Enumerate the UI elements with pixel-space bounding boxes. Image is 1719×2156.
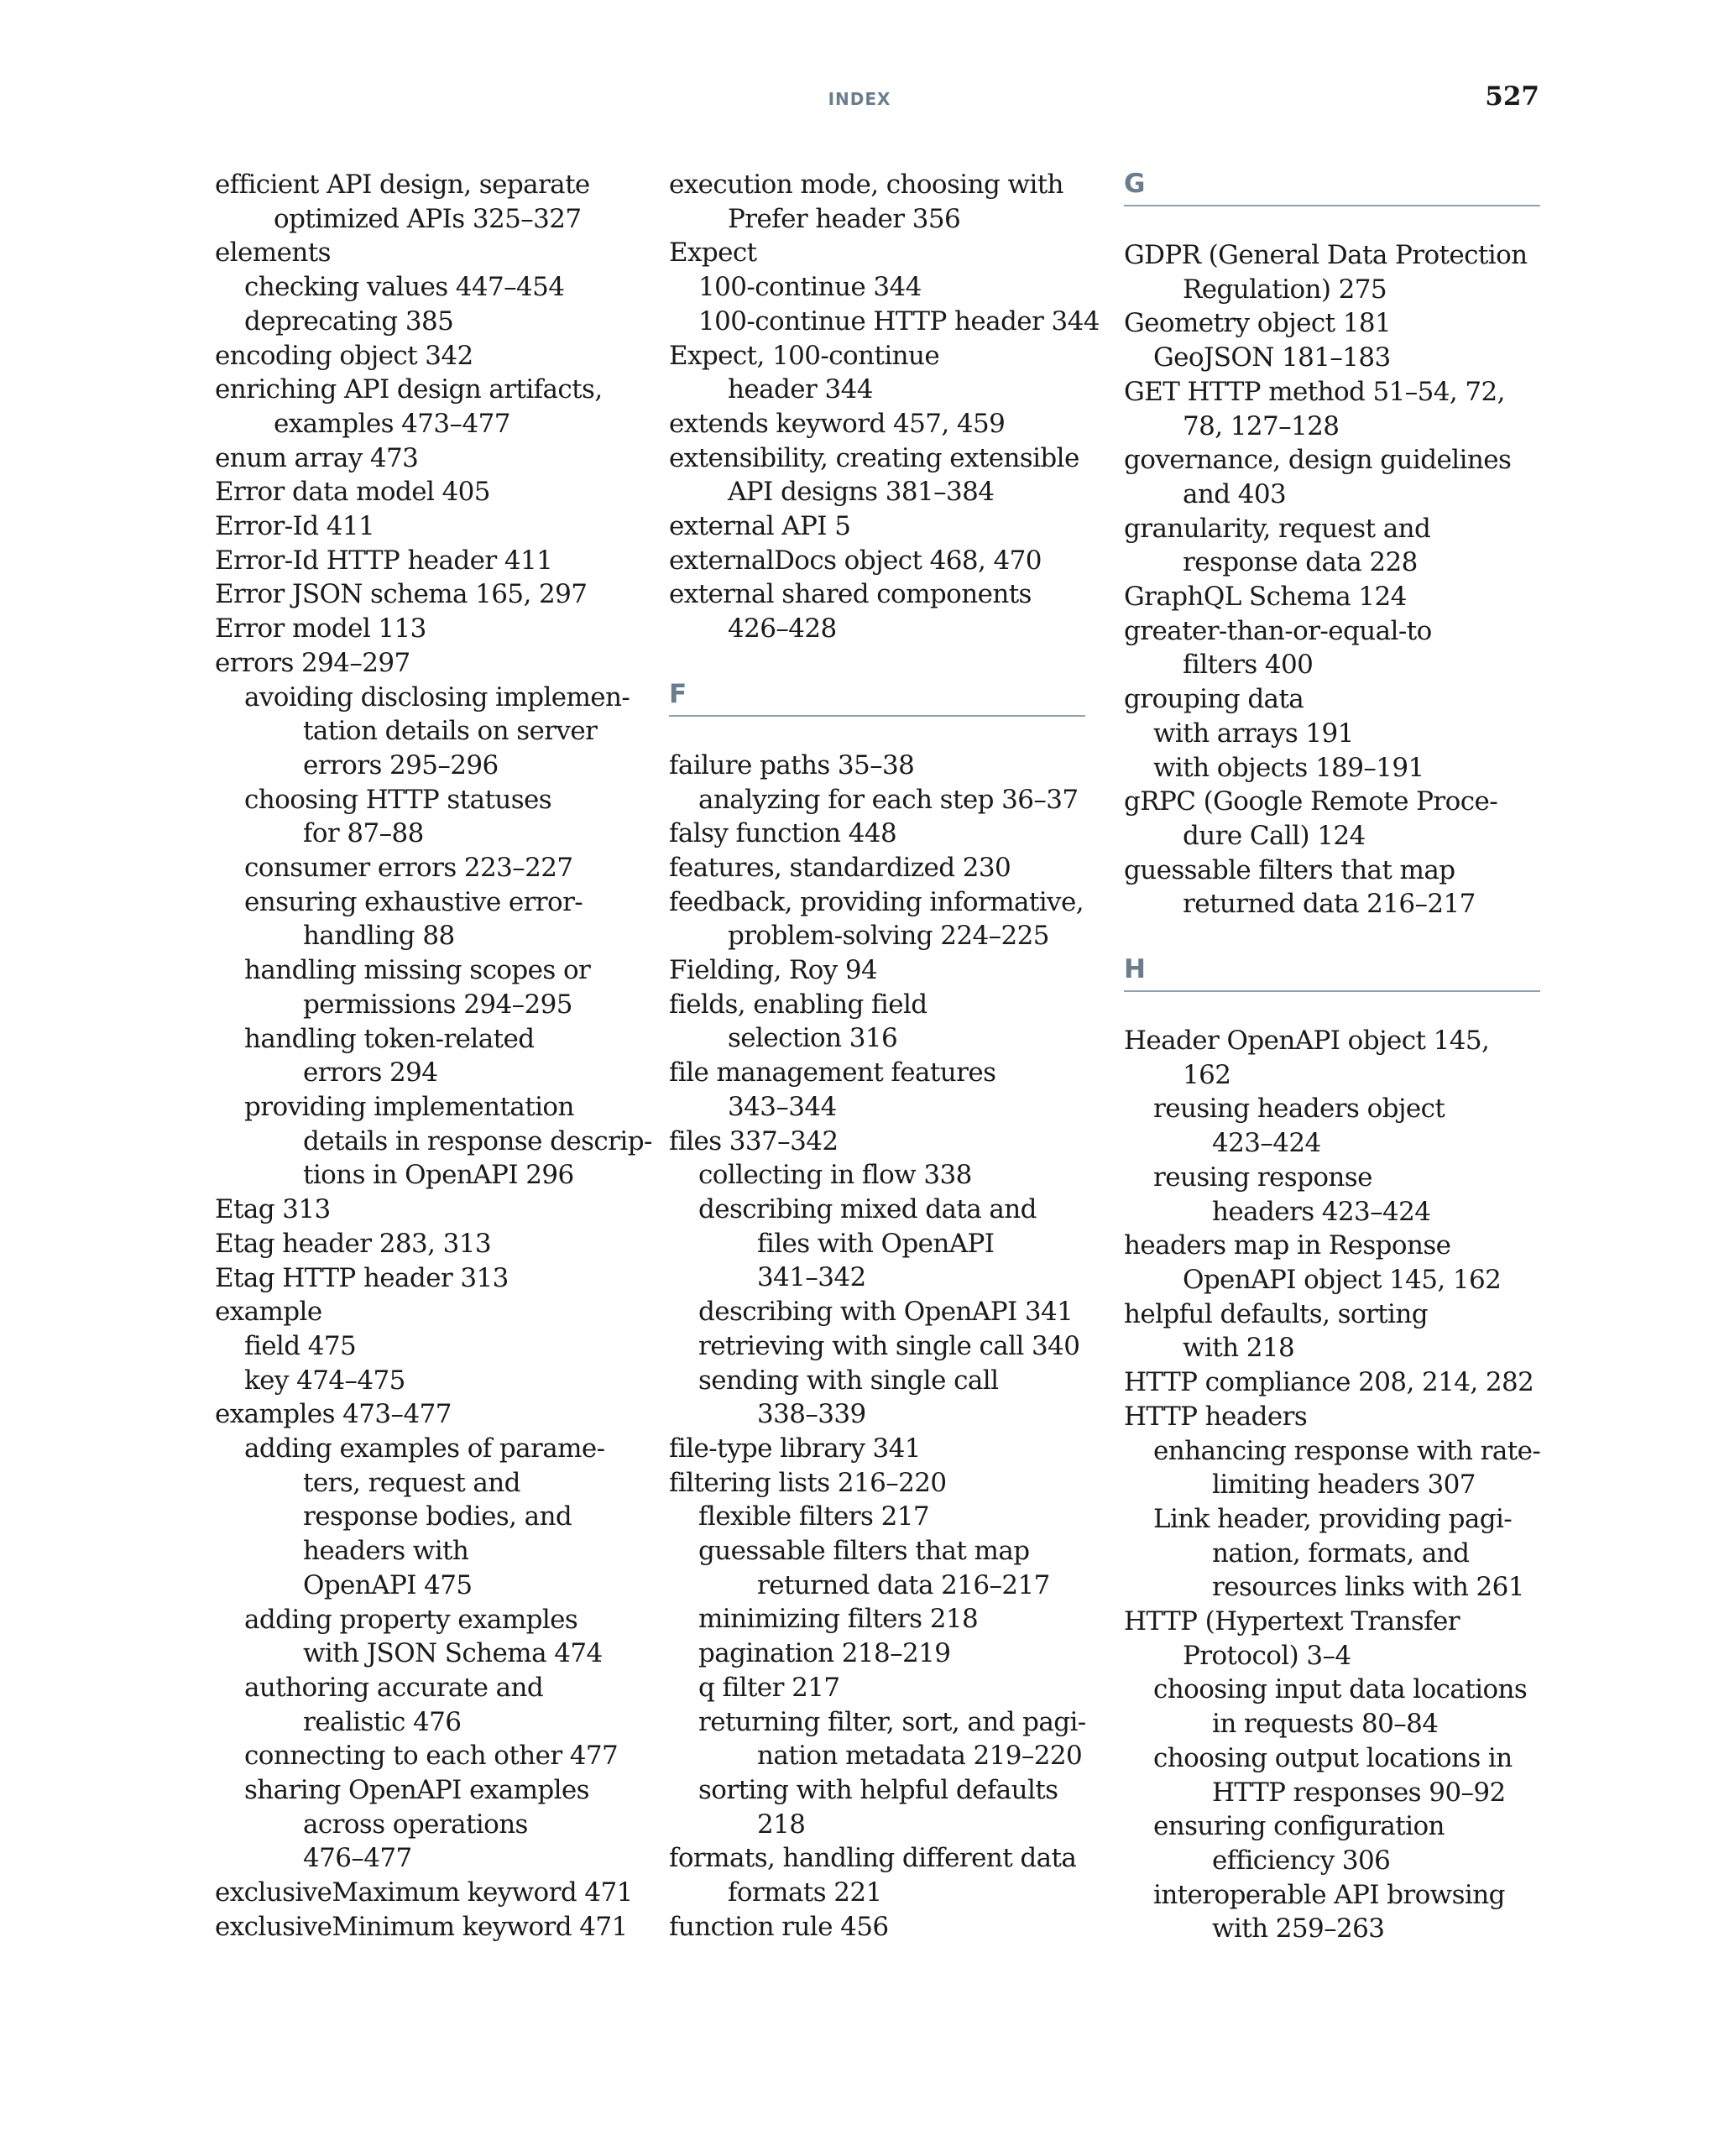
index-entry bbox=[669, 1534, 1105, 1602]
index-main-entry: external API 5 bbox=[669, 511, 851, 542]
index-entry bbox=[669, 236, 1105, 270]
index-entry-continuation: 338–339 bbox=[757, 1399, 866, 1430]
index-subentry: handling missing scopes or bbox=[244, 955, 591, 986]
index-entry-continuation: headers with bbox=[303, 1536, 469, 1567]
index-subentry: minimizing filters 218 bbox=[698, 1604, 979, 1635]
index-main-entry: GDPR (General Data Protection bbox=[1124, 240, 1528, 270]
index-entry-continuation: 218 bbox=[757, 1809, 806, 1840]
index-main-entry: helpful defaults, sorting bbox=[1124, 1298, 1428, 1329]
index-column-3 bbox=[1124, 168, 1560, 1946]
index-subentry: describing mixed data and bbox=[698, 1193, 1037, 1224]
index-subentry: sending with single call bbox=[698, 1365, 999, 1396]
index-main-entry: Etag header 283, 313 bbox=[215, 1228, 491, 1259]
index-entry bbox=[215, 1329, 651, 1364]
index-subentry: retrieving with single call 340 bbox=[698, 1330, 1080, 1361]
index-main-entry: Error-Id 411 bbox=[215, 511, 375, 542]
index-entry bbox=[1124, 717, 1560, 751]
index-entry bbox=[215, 339, 651, 373]
index-main-entry: failure paths 35–38 bbox=[669, 749, 915, 780]
index-main-entry: HTTP (Hypertext Transfer bbox=[1124, 1606, 1460, 1637]
index-main-entry: granularity, request and bbox=[1124, 513, 1431, 544]
index-entry-continuation: details in response descrip- bbox=[303, 1125, 652, 1156]
index-entry-continuation: ters, request and bbox=[303, 1467, 520, 1498]
index-entry bbox=[1124, 751, 1560, 786]
index-main-entry: governance, design guidelines bbox=[1124, 445, 1512, 476]
index-main-entry: extensibility, creating extensible bbox=[669, 442, 1079, 473]
index-subentry: analyzing for each step 36–37 bbox=[698, 784, 1079, 815]
index-main-entry: Error model 113 bbox=[215, 613, 426, 645]
index-subentry: sharing OpenAPI examples bbox=[244, 1775, 589, 1806]
index-entry bbox=[1124, 1502, 1560, 1605]
index-entry-continuation: Protocol) 3–4 bbox=[1183, 1640, 1351, 1671]
index-entry-continuation: Prefer header 356 bbox=[728, 203, 961, 234]
index-main-entry: greater-than-or-equal-to bbox=[1124, 615, 1432, 646]
section-letter-heading: H bbox=[1124, 953, 1540, 992]
index-main-entry: example bbox=[215, 1297, 322, 1328]
index-entry-continuation: API designs 381–384 bbox=[728, 477, 995, 508]
index-entry bbox=[215, 1432, 651, 1603]
index-entry bbox=[1124, 1092, 1560, 1160]
index-entry bbox=[669, 1910, 1105, 1945]
index-main-entry: execution mode, choosing with bbox=[669, 170, 1063, 200]
index-entry bbox=[669, 339, 1105, 407]
index-subentry: with objects 189–191 bbox=[1153, 752, 1424, 783]
index-main-entry: encoding object 342 bbox=[215, 340, 473, 371]
section-letter-heading: F bbox=[669, 678, 1085, 717]
index-main-entry: headers map in Response bbox=[1124, 1230, 1451, 1261]
index-entry-continuation: formats 221 bbox=[728, 1877, 882, 1908]
index-subentry: returning filter, sort, and pagi- bbox=[698, 1706, 1086, 1737]
index-entry-continuation: tions in OpenAPI 296 bbox=[303, 1160, 574, 1191]
index-entry-continuation: selection 316 bbox=[728, 1023, 898, 1054]
index-entry-continuation: response data 228 bbox=[1183, 547, 1418, 578]
index-main-entry: Error JSON schema 165, 297 bbox=[215, 579, 588, 610]
index-entry-continuation: 78, 127–128 bbox=[1183, 410, 1340, 441]
index-main-entry: GraphQL Schema 124 bbox=[1124, 582, 1407, 613]
index-subentry: avoiding disclosing implemen- bbox=[244, 681, 630, 713]
index-main-entry: enum array 473 bbox=[215, 442, 419, 473]
index-entry bbox=[1124, 1229, 1560, 1297]
index-main-entry: examples 473–477 bbox=[215, 1399, 452, 1430]
index-entry-continuation: errors 294 bbox=[303, 1057, 438, 1088]
index-entry bbox=[669, 441, 1105, 509]
index-entry-continuation: nation, formats, and bbox=[1212, 1537, 1470, 1569]
index-main-entry: file-type library 341 bbox=[669, 1433, 921, 1464]
index-subentry: 100-continue HTTP header 344 bbox=[698, 305, 1100, 337]
index-entry bbox=[669, 1602, 1105, 1637]
index-column-2 bbox=[669, 168, 1105, 1944]
index-entry bbox=[215, 851, 651, 885]
index-entry-continuation: with 259–263 bbox=[1212, 1913, 1385, 1945]
index-entry-continuation: 343–344 bbox=[728, 1091, 837, 1122]
index-entry bbox=[1124, 682, 1560, 717]
index-entry bbox=[215, 544, 651, 578]
index-entry bbox=[669, 1432, 1105, 1466]
index-entry bbox=[215, 1090, 651, 1193]
index-subentry: interoperable API browsing bbox=[1153, 1879, 1505, 1910]
index-main-entry: falsy function 448 bbox=[669, 818, 897, 849]
index-entry bbox=[669, 1773, 1105, 1841]
index-entry bbox=[215, 1364, 651, 1398]
index-entry bbox=[1124, 1297, 1560, 1365]
index-entry bbox=[669, 1125, 1105, 1159]
index-entry bbox=[669, 1193, 1105, 1295]
index-entry-continuation: and 403 bbox=[1183, 478, 1287, 509]
index-entry bbox=[215, 305, 651, 339]
index-main-entry: GET HTTP method 51–54, 72, bbox=[1124, 376, 1505, 407]
index-entry bbox=[669, 270, 1105, 305]
index-main-entry: guessable filters that map bbox=[1124, 854, 1455, 885]
index-main-entry: fields, enabling field bbox=[669, 989, 927, 1020]
index-entry bbox=[669, 509, 1105, 544]
index-entry-continuation: tation details on server bbox=[303, 716, 598, 747]
index-entry bbox=[1124, 1878, 1560, 1946]
index-entry-continuation: 341–342 bbox=[757, 1262, 866, 1293]
index-entry bbox=[1124, 1605, 1560, 1673]
index-entry bbox=[215, 1227, 651, 1261]
index-entry bbox=[215, 577, 651, 612]
index-main-entry: Fielding, Roy 94 bbox=[669, 955, 878, 986]
index-entry bbox=[669, 1637, 1105, 1671]
running-head: INDEX bbox=[828, 89, 891, 109]
index-entry bbox=[215, 1397, 651, 1432]
index-subentry: GeoJSON 181–183 bbox=[1153, 342, 1391, 373]
index-entry bbox=[669, 407, 1105, 441]
index-subentry: authoring accurate and bbox=[244, 1672, 544, 1703]
index-entry-continuation: dure Call) 124 bbox=[1183, 820, 1366, 851]
index-entry bbox=[1124, 854, 1560, 921]
index-entry-continuation: problem-solving 224–225 bbox=[728, 921, 1049, 952]
index-entry-continuation: files with OpenAPI bbox=[757, 1228, 995, 1259]
index-entry bbox=[215, 1910, 651, 1945]
index-subentry: sorting with helpful defaults bbox=[698, 1774, 1058, 1805]
index-main-entry: gRPC (Google Remote Proce- bbox=[1124, 786, 1498, 817]
section-gap bbox=[669, 646, 1105, 678]
index-main-entry: Error-Id HTTP header 411 bbox=[215, 545, 553, 576]
index-subentry: checking values 447–454 bbox=[244, 272, 565, 303]
index-entry bbox=[1124, 580, 1560, 614]
index-entry-continuation: limiting headers 307 bbox=[1212, 1470, 1476, 1501]
index-subentry: reusing response bbox=[1153, 1162, 1372, 1193]
index-subentry: deprecating 385 bbox=[244, 305, 454, 337]
index-main-entry: function rule 456 bbox=[669, 1911, 889, 1942]
index-entry bbox=[215, 236, 651, 270]
index-entry bbox=[669, 988, 1105, 1056]
index-main-entry: Etag HTTP header 313 bbox=[215, 1262, 509, 1293]
index-entry bbox=[215, 475, 651, 509]
index-entry-continuation: optimized APIs 325–327 bbox=[274, 203, 582, 234]
index-subentry: choosing output locations in bbox=[1153, 1742, 1513, 1773]
index-entry-continuation: examples 473–477 bbox=[274, 408, 510, 439]
index-entry bbox=[215, 270, 651, 305]
index-entry bbox=[669, 885, 1105, 953]
index-entry-continuation: returned data 216–217 bbox=[757, 1569, 1050, 1600]
index-entry bbox=[1124, 238, 1560, 306]
index-entry bbox=[215, 783, 651, 851]
index-column-1 bbox=[215, 168, 651, 1945]
index-main-entry: externalDocs object 468, 470 bbox=[669, 545, 1042, 576]
index-entry-continuation: with 218 bbox=[1183, 1333, 1295, 1364]
index-main-entry: Header OpenAPI object 145, bbox=[1124, 1026, 1490, 1057]
index-entry-continuation: handling 88 bbox=[303, 921, 455, 952]
index-entry-continuation: header 344 bbox=[728, 374, 873, 405]
index-entry bbox=[215, 1739, 651, 1773]
index-subentry: consumer errors 223–227 bbox=[244, 853, 573, 884]
index-subentry: pagination 218–219 bbox=[698, 1638, 951, 1669]
index-entry bbox=[215, 1603, 651, 1671]
index-subentry: ensuring configuration bbox=[1153, 1811, 1445, 1842]
index-entry-continuation: Regulation) 275 bbox=[1183, 274, 1387, 305]
index-entry bbox=[215, 1876, 651, 1910]
index-main-entry: Error data model 405 bbox=[215, 477, 490, 508]
index-entry-continuation: errors 295–296 bbox=[303, 749, 499, 780]
index-entry-continuation: permissions 294–295 bbox=[303, 989, 572, 1020]
index-entry bbox=[1124, 1161, 1560, 1229]
index-entry bbox=[215, 612, 651, 646]
index-entry bbox=[215, 885, 651, 953]
index-entry-continuation: 162 bbox=[1183, 1059, 1231, 1090]
index-entry-continuation: with JSON Schema 474 bbox=[303, 1638, 603, 1669]
index-main-entry: Expect, 100-continue bbox=[669, 340, 940, 371]
index-entry bbox=[1124, 1400, 1560, 1434]
index-main-entry: features, standardized 230 bbox=[669, 852, 1011, 883]
index-main-entry: efficient API design, separate bbox=[215, 170, 590, 200]
index-subentry: handling token-related bbox=[244, 1023, 535, 1054]
index-entry bbox=[669, 1329, 1105, 1364]
index-entry bbox=[669, 1466, 1105, 1501]
index-subentry: key 474–475 bbox=[244, 1365, 405, 1396]
index-subentry: describing with OpenAPI 341 bbox=[698, 1297, 1074, 1328]
index-main-entry: grouping data bbox=[1124, 684, 1304, 715]
index-main-entry: exclusiveMinimum keyword 471 bbox=[215, 1911, 628, 1942]
index-entry-continuation: for 87–88 bbox=[303, 818, 424, 849]
index-main-entry: Etag 313 bbox=[215, 1194, 331, 1225]
index-entry bbox=[669, 544, 1105, 578]
index-entry-continuation: HTTP responses 90–92 bbox=[1212, 1777, 1506, 1808]
index-main-entry: external shared components bbox=[669, 579, 1032, 610]
index-entry-continuation: realistic 476 bbox=[303, 1706, 462, 1737]
index-subentry: adding property examples bbox=[244, 1604, 578, 1635]
index-entry bbox=[1124, 375, 1560, 443]
index-entry bbox=[1124, 512, 1560, 580]
index-main-entry: Expect bbox=[669, 238, 757, 269]
index-main-entry: HTTP compliance 208, 214, 282 bbox=[1124, 1367, 1534, 1398]
index-entry bbox=[215, 1022, 651, 1090]
index-main-entry: formats, handling different data bbox=[669, 1843, 1077, 1874]
index-main-entry: filtering lists 216–220 bbox=[669, 1467, 947, 1498]
index-entry-continuation: 476–477 bbox=[303, 1843, 412, 1874]
index-entry bbox=[215, 373, 651, 441]
index-subentry: choosing HTTP statuses bbox=[244, 784, 552, 815]
index-entry bbox=[215, 509, 651, 544]
index-entry-continuation: headers 423–424 bbox=[1212, 1196, 1431, 1227]
index-entry bbox=[215, 1193, 651, 1227]
index-entry bbox=[1124, 443, 1560, 511]
index-entry-continuation: filters 400 bbox=[1183, 650, 1314, 681]
index-main-entry: enriching API design artifacts, bbox=[215, 374, 603, 405]
index-main-entry: errors 294–297 bbox=[215, 647, 410, 678]
index-main-entry: feedback, providing informative, bbox=[669, 886, 1084, 917]
index-entry bbox=[1124, 1434, 1560, 1502]
index-main-entry: extends keyword 457, 459 bbox=[669, 408, 1006, 439]
index-main-entry: files 337–342 bbox=[669, 1125, 839, 1156]
index-entry bbox=[1124, 1673, 1560, 1741]
index-main-entry: HTTP headers bbox=[1124, 1401, 1308, 1432]
index-entry bbox=[215, 1671, 651, 1739]
index-subentry: with arrays 191 bbox=[1153, 718, 1354, 749]
index-entry-continuation: nation metadata 219–220 bbox=[757, 1741, 1083, 1772]
index-entry bbox=[669, 305, 1105, 339]
index-entry bbox=[215, 1261, 651, 1296]
index-entry bbox=[1124, 1809, 1560, 1877]
index-entry bbox=[215, 646, 651, 681]
index-entry bbox=[669, 577, 1105, 645]
index-entry-continuation: 423–424 bbox=[1212, 1128, 1321, 1159]
index-subentry: collecting in flow 338 bbox=[698, 1160, 972, 1191]
index-subentry: reusing headers object bbox=[1153, 1094, 1445, 1125]
index-entry bbox=[215, 441, 651, 476]
index-entry bbox=[215, 681, 651, 783]
index-entry bbox=[669, 1364, 1105, 1432]
index-entry bbox=[215, 1773, 651, 1876]
index-entry bbox=[669, 1500, 1105, 1534]
index-entry bbox=[1124, 1024, 1560, 1092]
index-entry bbox=[669, 1056, 1105, 1124]
index-entry bbox=[669, 168, 1105, 236]
index-subentry: connecting to each other 477 bbox=[244, 1741, 619, 1772]
index-entry-continuation: OpenAPI object 145, 162 bbox=[1183, 1264, 1502, 1295]
section-letter-heading: G bbox=[1124, 168, 1540, 206]
index-entry bbox=[1124, 306, 1560, 341]
index-entry-continuation: efficiency 306 bbox=[1212, 1845, 1391, 1876]
index-subentry: enhancing response with rate- bbox=[1153, 1435, 1541, 1466]
index-subentry: Link header, providing pagi- bbox=[1153, 1503, 1513, 1534]
index-subentry: adding examples of parame- bbox=[244, 1433, 605, 1464]
index-entry-continuation: response bodies, and bbox=[303, 1501, 572, 1532]
index-entry bbox=[1124, 1741, 1560, 1809]
index-subentry: ensuring exhaustive error- bbox=[244, 886, 583, 917]
index-entry bbox=[215, 1295, 651, 1329]
index-entry bbox=[215, 168, 651, 236]
index-main-entry: exclusiveMaximum keyword 471 bbox=[215, 1877, 633, 1908]
index-entry bbox=[669, 953, 1105, 988]
index-entry-continuation: resources links with 261 bbox=[1212, 1572, 1524, 1603]
index-subentry: 100-continue 344 bbox=[698, 272, 922, 303]
index-subentry: field 475 bbox=[244, 1330, 357, 1361]
index-entry bbox=[215, 953, 651, 1021]
index-entry-continuation: returned data 216–217 bbox=[1183, 889, 1476, 920]
index-main-entry: file management features bbox=[669, 1057, 996, 1088]
index-entry bbox=[1124, 614, 1560, 682]
index-entry-continuation: OpenAPI 475 bbox=[303, 1569, 473, 1600]
index-entry bbox=[669, 1671, 1105, 1705]
index-entry bbox=[669, 1295, 1105, 1329]
index-entry-continuation: in requests 80–84 bbox=[1212, 1709, 1439, 1740]
index-entry-continuation: across operations bbox=[303, 1809, 528, 1840]
index-subentry: choosing input data locations bbox=[1153, 1674, 1528, 1705]
index-entry bbox=[669, 1841, 1105, 1909]
index-main-entry: Geometry object 181 bbox=[1124, 308, 1392, 339]
index-subentry: guessable filters that map bbox=[698, 1536, 1030, 1567]
index-entry bbox=[1124, 1365, 1560, 1400]
section-gap bbox=[1124, 921, 1560, 953]
index-entry bbox=[1124, 785, 1560, 853]
index-entry-continuation: 426–428 bbox=[728, 613, 837, 645]
index-entry bbox=[1124, 341, 1560, 375]
index-subentry: flexible filters 217 bbox=[698, 1501, 929, 1532]
page-number: 527 bbox=[1485, 81, 1539, 112]
index-entry bbox=[669, 1705, 1105, 1773]
index-main-entry: elements bbox=[215, 238, 331, 269]
index-entry bbox=[669, 851, 1105, 885]
index-entry bbox=[669, 783, 1105, 817]
index-entry bbox=[669, 749, 1105, 783]
index-entry bbox=[669, 817, 1105, 851]
index-subentry: providing implementation bbox=[244, 1091, 574, 1122]
index-entry bbox=[669, 1158, 1105, 1193]
index-subentry: q filter 217 bbox=[698, 1672, 840, 1703]
